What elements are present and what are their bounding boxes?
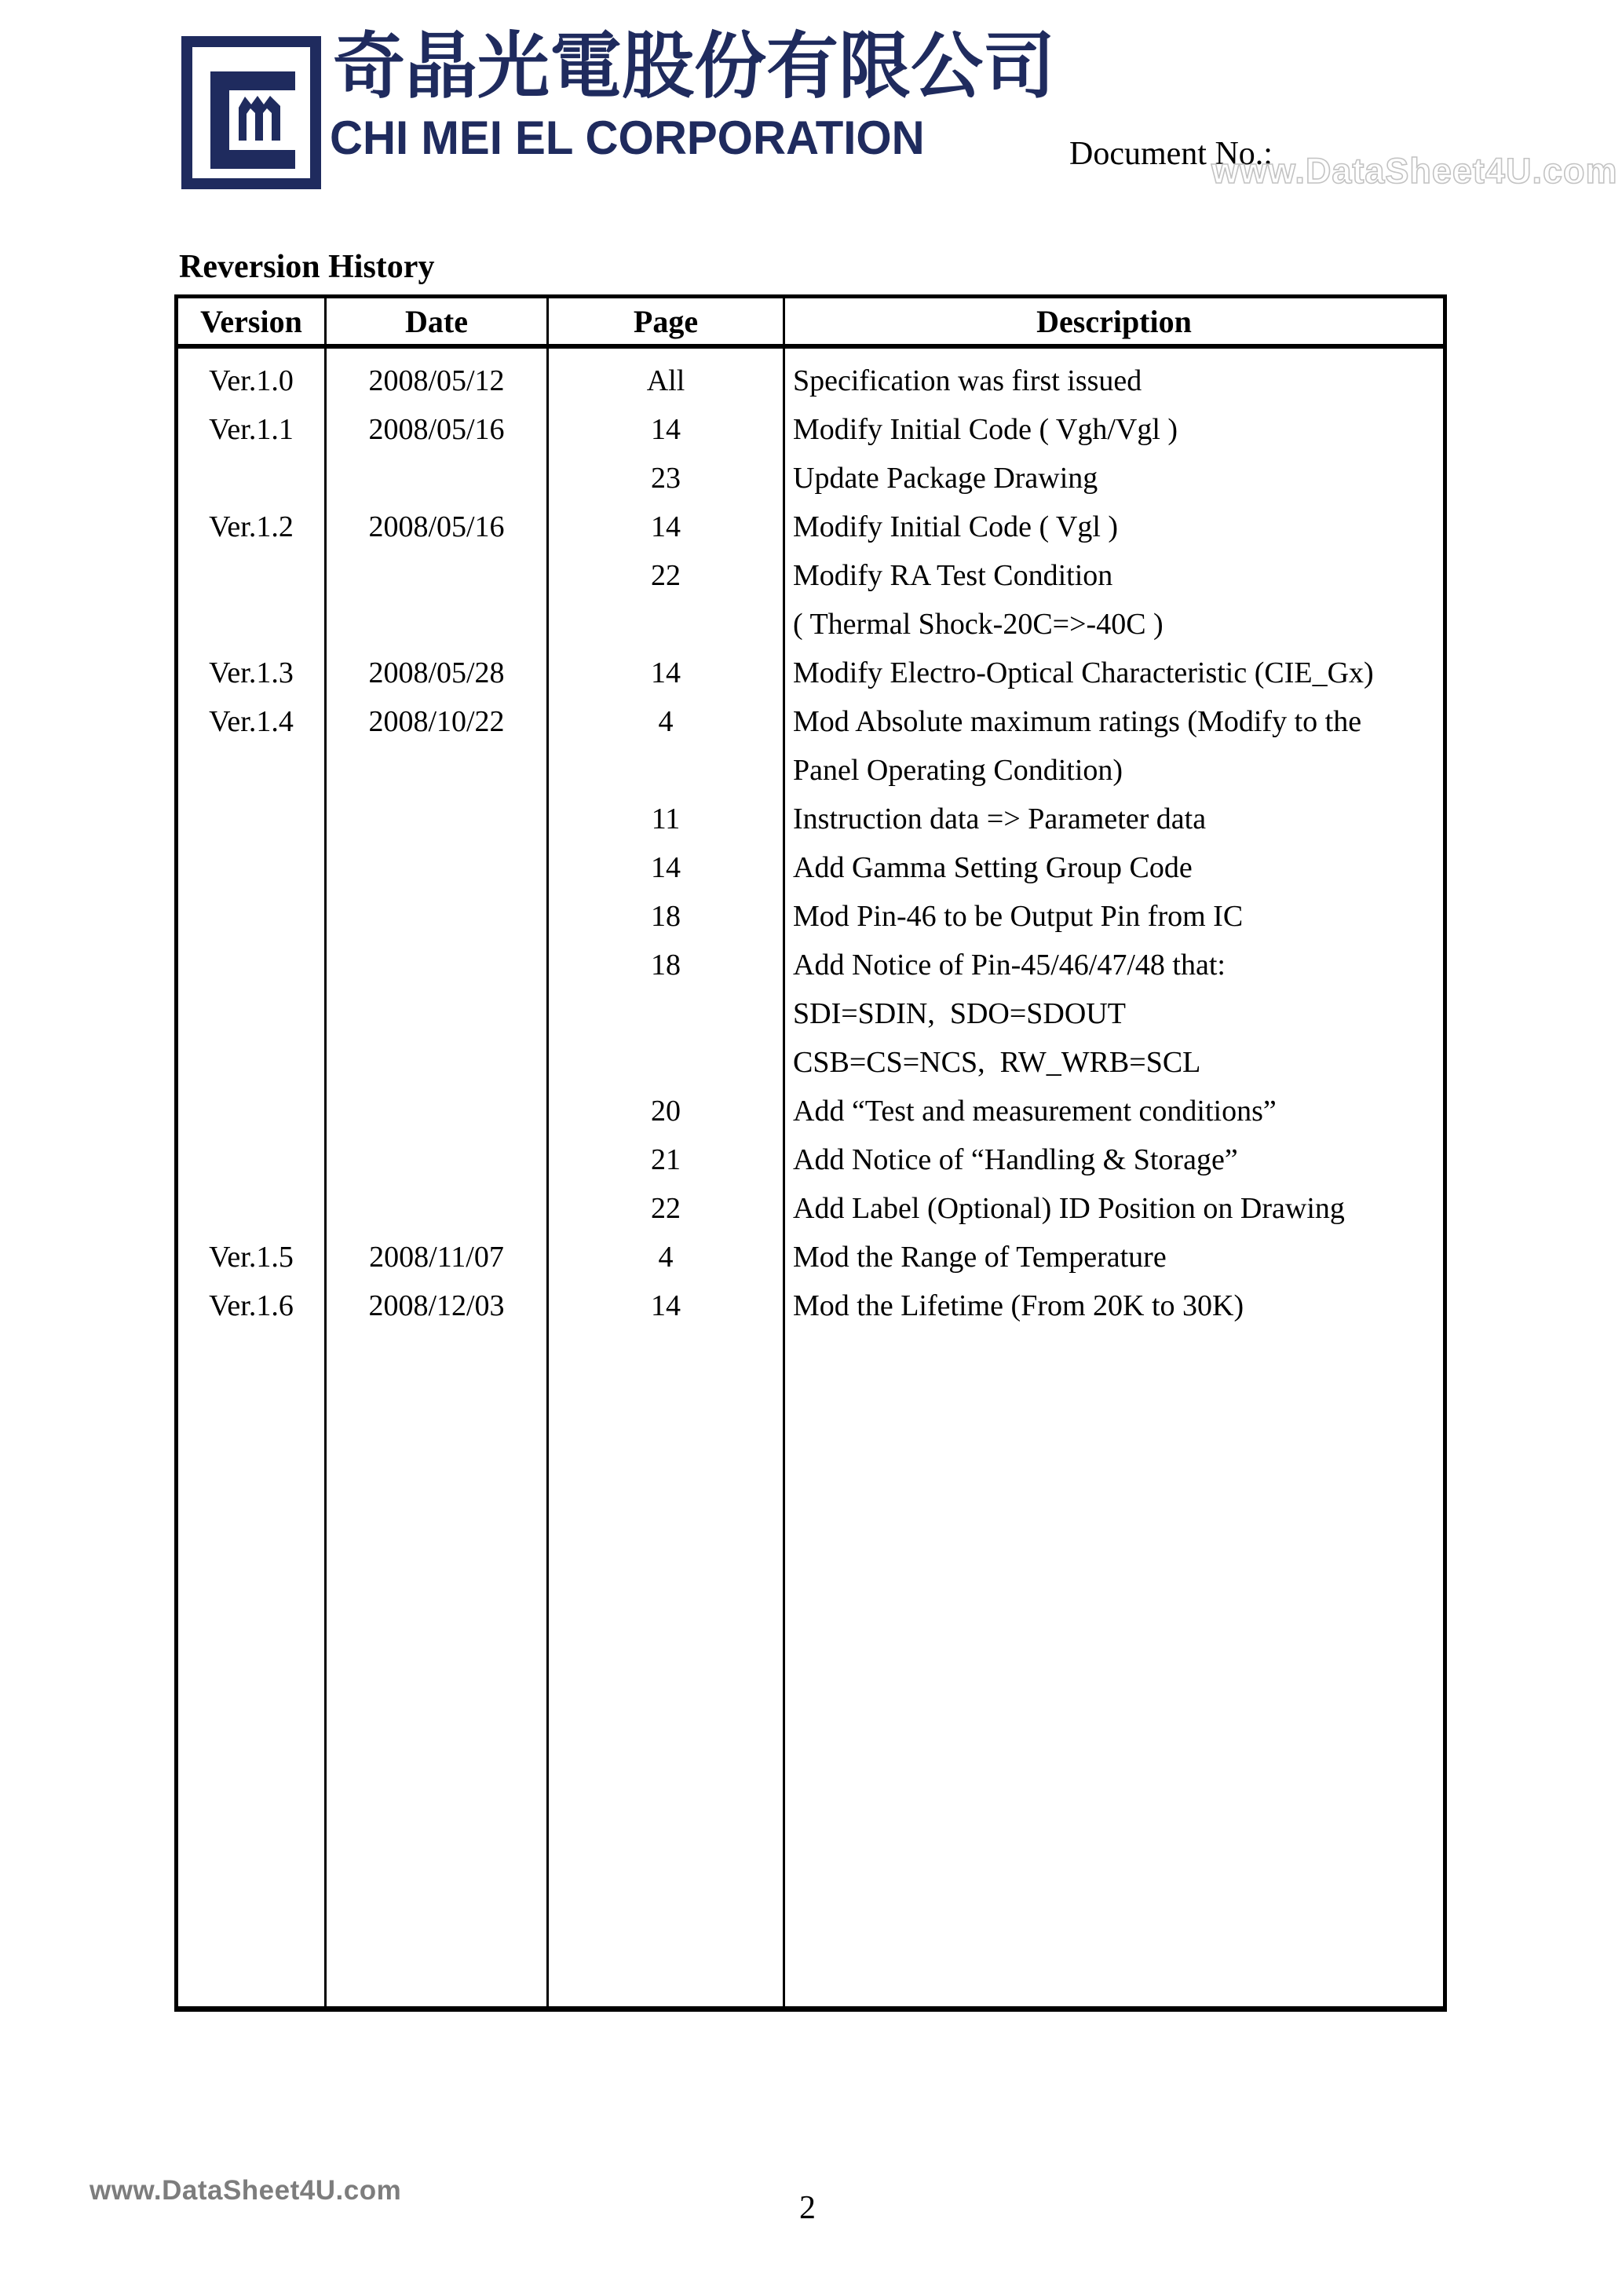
cell-page: 23 [651,462,681,495]
cell-date [327,1135,546,1184]
cell-version [178,1135,324,1184]
cell-version [178,941,324,989]
cell-description: Add Label (Optional) ID Position on Drawing [793,1192,1345,1225]
cell-page: 20 [651,1095,681,1128]
column-version-lines [178,349,324,2006]
cell-version [178,551,324,600]
cell-description: SDI=SDIN, SDO=SDOUT [793,997,1126,1030]
cell-page: 4 [658,1241,674,1274]
cell-version [178,1184,324,1233]
cell-version: Ver.1.4 [209,705,294,738]
cell-date [327,600,546,649]
revision-history-table [174,294,1447,2012]
cell-page: 21 [651,1143,681,1176]
cell-page: 22 [651,1192,681,1225]
cell-version: Ver.1.5 [209,1241,294,1274]
cell-date [327,454,546,503]
column-header-description: Description [783,298,1443,344]
watermark-top: www.DataSheet4U.com [1211,151,1618,191]
cell-date [327,551,546,600]
cell-date: 2008/05/16 [368,510,505,543]
cell-date [327,1038,546,1087]
cell-version [178,1038,324,1087]
cell-date [327,989,546,1038]
cell-version: Ver.1.1 [209,413,294,446]
cell-version: Ver.1.6 [209,1289,294,1322]
cell-date: 2008/10/22 [368,705,505,738]
cell-date [327,892,546,941]
cell-page: 14 [651,1289,681,1322]
cell-description: Modify Initial Code ( Vgl ) [793,510,1119,543]
cell-description: ( Thermal Shock-20C=>-40C ) [793,608,1164,641]
cell-date [327,795,546,843]
cell-date: 2008/05/28 [368,656,505,689]
column-description-lines [783,349,1443,2006]
cell-description: Mod the Lifetime (From 20K to 30K) [793,1289,1244,1322]
cell-version [178,454,324,503]
cell-page: 4 [658,705,674,738]
table-header-row [178,298,1443,349]
cell-page: 14 [651,656,681,689]
cell-date [327,1087,546,1135]
column-header-date: Date [324,298,546,344]
cell-date [327,1184,546,1233]
cell-page: 11 [651,803,681,835]
cell-version: Ver.1.0 [209,364,294,397]
cell-description: Panel Operating Condition) [793,754,1123,787]
watermark-bottom: www.DataSheet4U.com [90,2175,402,2206]
section-title: Reversion History [179,249,435,285]
cell-version [178,1087,324,1135]
document-no-label: Document No.: [1069,136,1273,172]
cell-version [178,746,324,795]
cell-page: 14 [651,851,681,884]
cell-description: Update Package Drawing [793,462,1098,495]
cell-page: 18 [651,949,681,982]
cell-page [549,1038,783,1087]
page-number: 2 [799,2190,816,2226]
cell-page [549,989,783,1038]
company-name-chinese: 奇晶光電股份有限公司 [333,27,1056,107]
cell-version [178,795,324,843]
column-header-version: Version [200,303,302,339]
cell-description: Modify Electro-Optical Characteristic (CIE_Gx) [793,656,1374,689]
cell-description: Mod the Range of Temperature [793,1241,1167,1274]
cell-page: 22 [651,559,681,592]
cell-description: Modify Initial Code ( Vgh/Vgl ) [793,413,1178,446]
cell-page: 18 [651,900,681,933]
cell-page: 14 [651,510,681,543]
cell-description: CSB=CS=NCS, RW_WRB=SCL [793,1046,1201,1079]
cell-description: Specification was first issued [793,364,1142,397]
cell-date: 2008/12/03 [368,1289,505,1322]
cell-description: Add Notice of Pin-45/46/47/48 that: [793,949,1226,982]
cell-date: 2008/05/16 [368,413,505,446]
cell-version [178,892,324,941]
cell-version [178,989,324,1038]
cell-page: All [646,364,685,397]
cell-description: Modify RA Test Condition [793,559,1113,592]
column-header-page: Page [546,298,783,344]
cell-date: 2008/11/07 [369,1241,504,1274]
cell-page [549,600,783,649]
cell-date [327,843,546,892]
column-date-lines [324,349,546,2006]
cell-date: 2008/05/12 [368,364,505,397]
cell-version [178,843,324,892]
cell-description: Instruction data => Parameter data [793,803,1207,835]
cell-version [178,600,324,649]
cell-version: Ver.1.3 [209,656,294,689]
cell-description: Add Gamma Setting Group Code [793,851,1193,884]
cell-date [327,941,546,989]
column-page-lines [546,349,783,2006]
cell-page [549,746,783,795]
company-name-english: CHI MEI EL CORPORATION [330,112,925,164]
cell-version: Ver.1.2 [209,510,294,543]
table-body [178,349,1443,2006]
chimei-logo-icon [181,35,322,194]
cell-description: Mod Absolute maximum ratings (Modify to the [793,705,1362,738]
cell-description: Add Notice of “Handling & Storage” [793,1143,1238,1176]
cell-date [327,746,546,795]
cell-description: Add “Test and measurement conditions” [793,1095,1277,1128]
cell-page: 14 [651,413,681,446]
cell-description: Mod Pin-46 to be Output Pin from IC [793,900,1244,933]
